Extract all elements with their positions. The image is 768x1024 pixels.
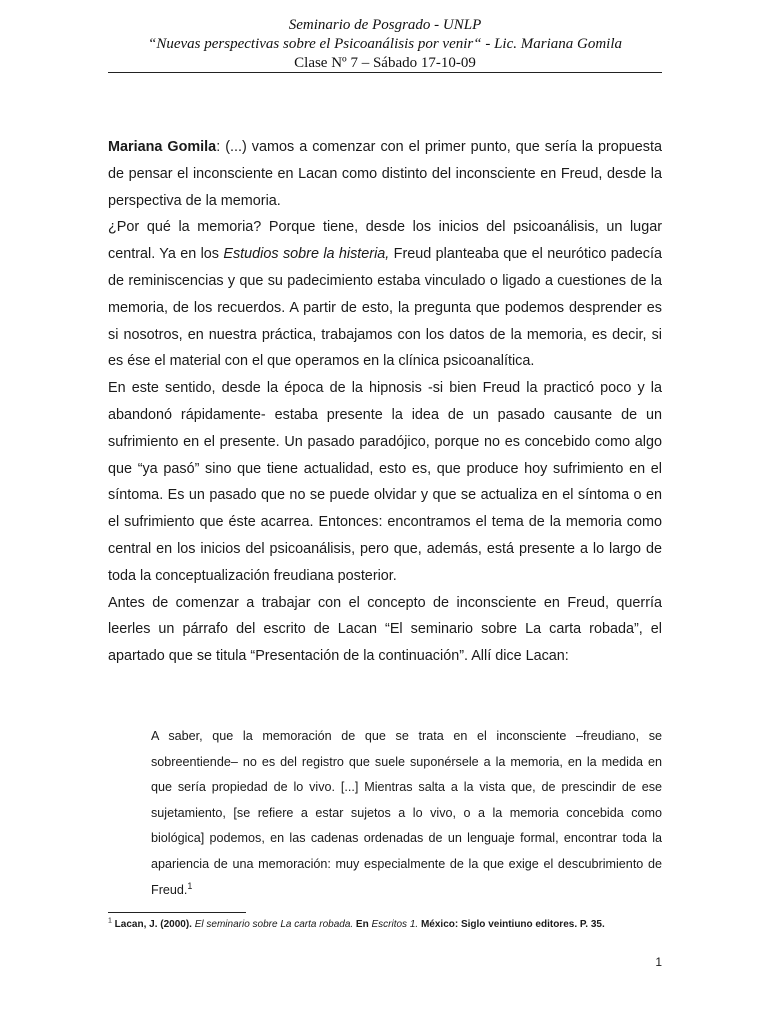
paragraph-2-text-a: ¿Por qué la memoria? Porque tiene, desde los inicios del psicoanálisis, un lugar central. Ya en los: [108, 219, 662, 263]
paragraph-2: [108, 214, 662, 375]
block-quote-text: A saber, que la memoración de que se trata en el inconsciente –freudiano, se sobreentiende– no es del registro que suele suponérsele a la memoria, en la medida en que sería propiedad de lo vivo. [...] Mientras salta a la vista que, de prescindir de ese sujetamiento, [se refiere a estar sujetos a lo vivo, o a la memoria concebida como biológica] podemos, en las cadenas ordenadas de un lenguaje formal, encontrar toda la apariencia de una memoración: muy especialmente de la que exige el descubrimiento de Freud.: [151, 729, 662, 897]
page-header: [108, 16, 662, 73]
page-number: 1: [655, 955, 662, 969]
block-quote-paragraph: [151, 724, 662, 903]
footnote-reference: 1: [187, 880, 193, 891]
header-course-title: “Nuevas perspectivas sobre el Psicoanálisis por venir“ - Lic. Mariana Gomila: [148, 36, 622, 52]
footnote-text-b: En: [353, 919, 372, 930]
speaker-name: Mariana Gomila: [108, 139, 217, 155]
footnote-text-c: México: Siglo veintiuno editores. P. 35.: [418, 919, 605, 930]
footnote-work-title: El seminario sobre La carta robada.: [194, 919, 354, 930]
footnote-book-title: Escritos 1.: [371, 919, 419, 930]
paragraph-1-text: : (...) vamos a comenzar con el primer punto, que sería la propuesta de pensar el inconsciente en Lacan como distinto del inconsciente en Freud, desde la perspectiva de la memoria.: [108, 139, 662, 209]
footnote: [108, 918, 668, 932]
book-title: Estudios sobre la histeria,: [223, 246, 390, 263]
document-body: [108, 134, 662, 670]
footnote-marker: 1: [108, 917, 112, 925]
header-class-date: Clase Nº 7 – Sábado 17-10-09: [294, 55, 476, 71]
header-divider: [108, 72, 662, 73]
header-seminar-title: Seminario de Posgrado - UNLP: [288, 17, 482, 33]
block-quote: [151, 724, 662, 903]
paragraph-1: [108, 134, 662, 214]
paragraph-3: En este sentido, desde la época de la hipnosis -si bien Freud la practicó poco y la abandonó rápidamente- estaba presente la idea de un pasado causante de un sufrimiento en el presente. Un pasado paradójico, porque no es concebido como algo que “ya pasó” sino que tiene actualidad, esto es, que produce hoy sufrimiento en el síntoma. Es un pasado que no se puede olvidar y que se actualiza en el síntoma o en el sufrimiento que éste acarrea. Entonces: encontramos el tema de la memoria como central en los inicios del psicoanálisis, pero que, además, está presente a lo largo de toda la conceptualización freudiana posterior.: [108, 380, 662, 584]
footnote-divider: [108, 912, 246, 913]
footnote-text-a: Lacan, J. (2000).: [111, 919, 195, 930]
paragraph-4: Antes de comenzar a trabajar con el concepto de inconsciente en Freud, querría leerles un párrafo del escrito de Lacan “El seminario sobre La carta robada”, el apartado que se titula “Presentación de la continuación”. Allí dice Lacan:: [108, 594, 662, 665]
paragraph-2-text-b: Freud planteaba que el neurótico padecía de reminiscencias y que su padecimiento estaba vinculado o ligado a cuestiones de la memoria, de los recuerdos. A partir de esto, la pregunta que podemos desprender es si nosotros, en nuestra práctica, trabajamos con los datos de la memoria, es decir, si es ése el material con el que operamos en la clínica psicoanalítica.: [108, 246, 662, 370]
